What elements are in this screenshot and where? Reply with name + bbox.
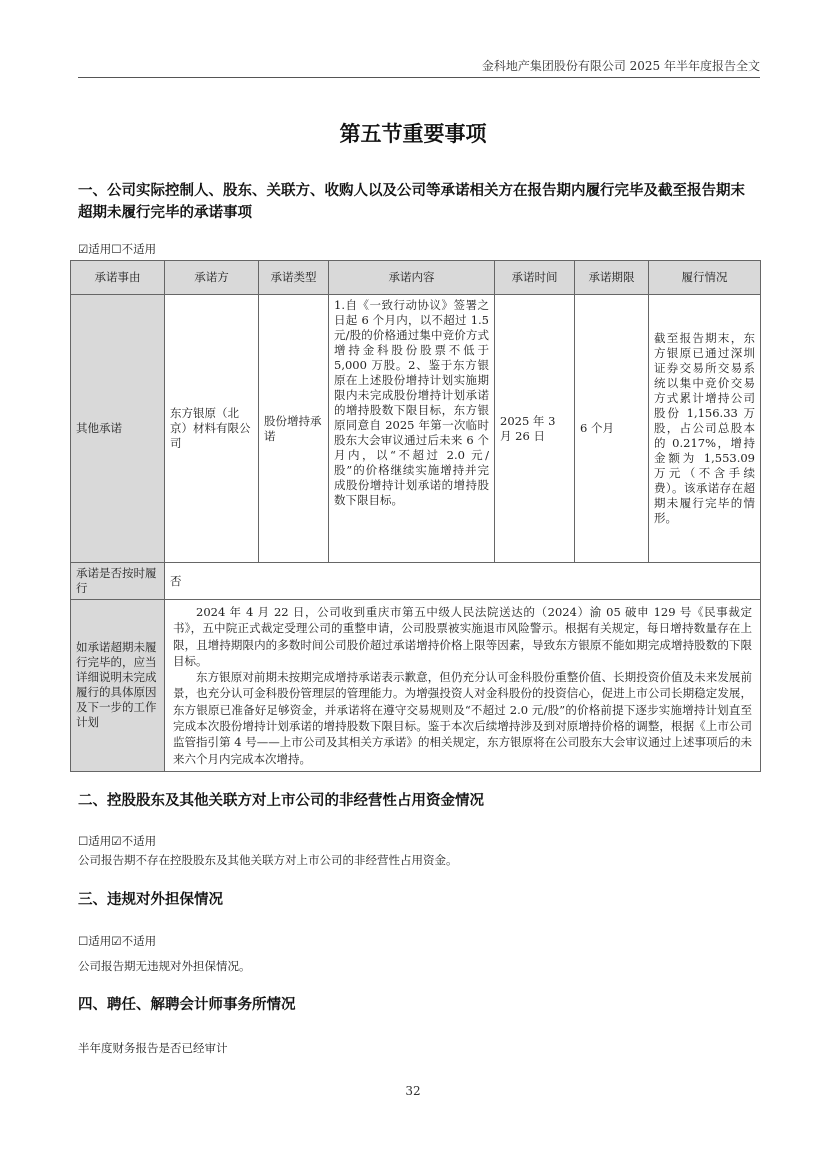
overdue-label: 如承诺超期未履行完毕的，应当详细说明未完成履行的具体原因及下一步的工作计划 bbox=[71, 600, 165, 772]
section1-applicability: ☑适用☐不适用 bbox=[78, 242, 157, 256]
section2-text: 公司报告期不存在控股股东及其他关联方对上市公司的非经营性占用资金。 bbox=[78, 853, 458, 867]
header-content: 承诺内容 bbox=[329, 261, 495, 295]
page-title: 第五节重要事项 bbox=[339, 122, 487, 146]
overdue-explanation bbox=[165, 600, 761, 772]
table-header-row bbox=[71, 261, 761, 295]
cell-time: 2025 年 3 月 26 日 bbox=[495, 295, 575, 563]
cell-reason: 其他承诺 bbox=[71, 295, 165, 563]
section1-heading: 一、公司实际控制人、股东、关联方、收购人以及公司等承诺相关方在报告期内履行完毕及截至报告期末超期未履行完毕的承诺事项 bbox=[78, 183, 745, 221]
cell-content: 1.自《一致行动协议》签署之日起 6 个月内，以不超过 1.5 元/股的价格通过集中竞价方式增持金科股份股票不低于 5,000 万股。2、鉴于东方银原在上述股份增持计划实施期限内未完成股份增持计划承诺的增持股数下限目标，东方银原同意自 2025 年第一次临时股东大会审议通过后未来 6 个月内，以“不超过 2.0 元/股”的价格继续实施增持并完成股份增持计划承诺的增持股数下限目标。 bbox=[329, 295, 495, 563]
header-time: 承诺时间 bbox=[495, 261, 575, 295]
header-party: 承诺方 bbox=[165, 261, 259, 295]
section4-heading: 四、聘任、解聘会计师事务所情况 bbox=[78, 997, 296, 1013]
section2-heading: 二、控股股东及其他关联方对上市公司的非经营性占用资金情况 bbox=[78, 793, 484, 809]
header-type: 承诺类型 bbox=[259, 261, 329, 295]
header-rule bbox=[78, 77, 760, 78]
on-time-row bbox=[71, 563, 761, 600]
cell-party: 东方银原（北京）材料有限公司 bbox=[165, 295, 259, 563]
report-header: 金科地产集团股份有限公司 2025 年半年度报告全文 bbox=[481, 59, 760, 73]
cell-status: 截至报告期末，东方银原已通过深圳证券交易所交易系统以集中竞价交易方式累计增持公司股份 1,156.33 万股，占公司总股本的 0.217%，增持金额为 1,553.09 万元（不含手续费）。该承诺存在超期未履行完毕的情形。 bbox=[649, 295, 761, 563]
table-row bbox=[71, 295, 761, 563]
cell-type: 股份增持承诺 bbox=[259, 295, 329, 563]
commitment-table bbox=[70, 260, 761, 772]
page-number: 32 bbox=[405, 1084, 421, 1098]
overdue-paragraph-2: 东方银原对前期未按期完成增持承诺表示歉意，但仍充分认可金科股份重整价值、长期投资价值及未来发展前景，也充分认可金科股份管理层的管理能力。为增强投资人对金科股份的投资信心，促进上市公司长期稳定发展，东方银原已准备好足够资金，并承诺将在遵守交易规则及“不超过 2.0 元/股”的价格前提下逐步实施增持计划直至完成本次股份增持计划承诺的增持股数下限目标。鉴于本次后续增持涉及到对原增持价格的调整，根据《上市公司监管指引第 4 号——上市公司及其相关方承诺》的相关规定，东方银原将在公司股东大会审议通过上述事项后的未来六个月内完成本次增持。 bbox=[173, 670, 752, 766]
header-status: 履行情况 bbox=[649, 261, 761, 295]
on-time-label: 承诺是否按时履行 bbox=[71, 563, 165, 600]
cell-period: 6 个月 bbox=[575, 295, 649, 563]
section4-text: 半年度财务报告是否已经审计 bbox=[78, 1041, 228, 1055]
section2-applicability: ☐适用☑不适用 bbox=[78, 834, 157, 848]
overdue-row bbox=[71, 600, 761, 772]
section3-text: 公司报告期无违规对外担保情况。 bbox=[78, 959, 251, 973]
header-reason: 承诺事由 bbox=[71, 261, 165, 295]
overdue-paragraph-1: 2024 年 4 月 22 日，公司收到重庆市第五中级人民法院送达的（2024）渝 05 破申 129 号《民事裁定书》，五中院正式裁定受理公司的重整申请，公司股票被实施退市风险警示。根据有关规定，每日增持数量存在上限，且增持期限内的多数时间公司股价超过承诺增持价格上限等因素，导致东方银原不能如期完成增持股数的下限目标。 bbox=[173, 605, 752, 668]
on-time-value: 否 bbox=[165, 563, 761, 600]
section3-heading: 三、违规对外担保情况 bbox=[78, 892, 223, 908]
section3-applicability: ☐适用☑不适用 bbox=[78, 934, 157, 948]
header-period: 承诺期限 bbox=[575, 261, 649, 295]
